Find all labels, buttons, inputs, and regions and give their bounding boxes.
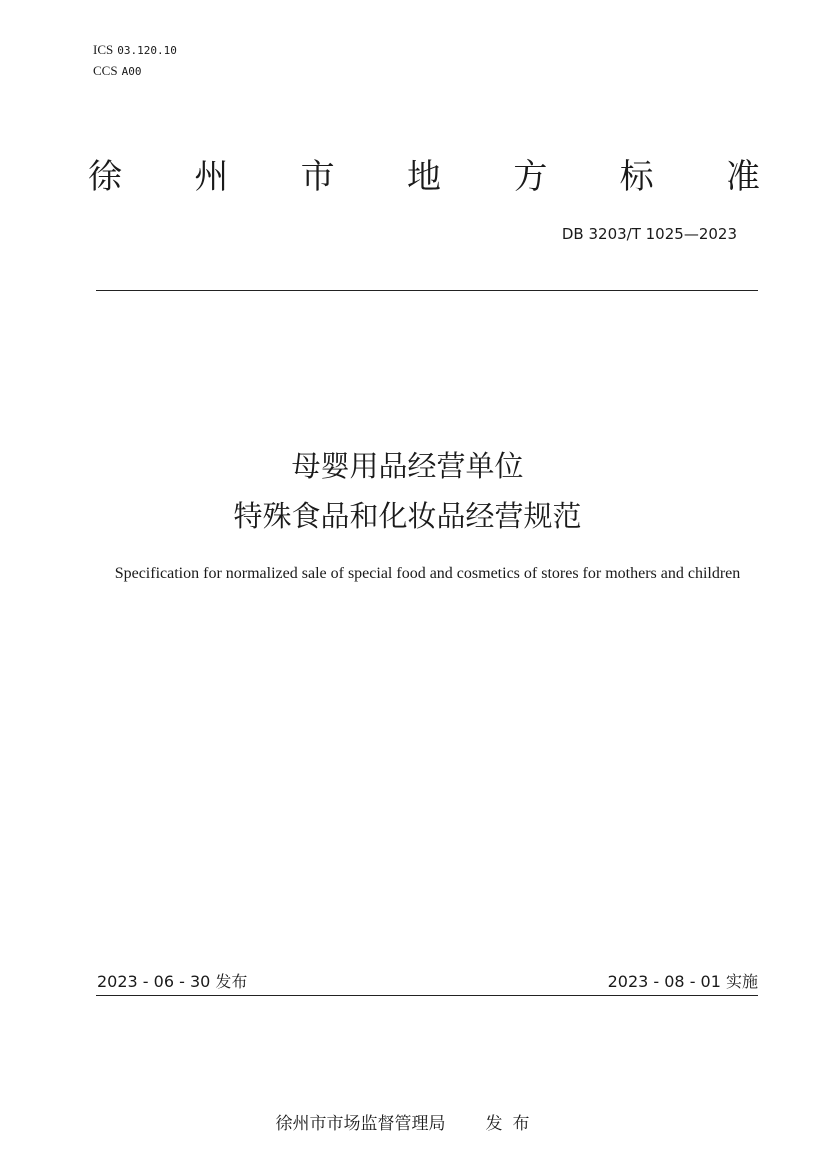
standard-type-char: 方 bbox=[513, 157, 548, 197]
standard-type-char: 地 bbox=[406, 157, 441, 197]
ccs-code: A00 bbox=[121, 65, 142, 78]
title-en: Specification for normalized sale of special food and cosmetics of stores for mothers and children bbox=[114, 565, 741, 582]
standard-type-char: 州 bbox=[194, 157, 229, 197]
ccs-label: CCS bbox=[93, 63, 118, 78]
ccs-row bbox=[93, 61, 177, 82]
ics-code: 03.120.10 bbox=[117, 44, 177, 57]
top-divider bbox=[96, 290, 758, 291]
publisher-line bbox=[0, 1112, 815, 1136]
title-zh-line-2: 特殊食品和化妆品经营规范 bbox=[233, 499, 582, 533]
implementation-date: 2023 - 08 - 01 实施 bbox=[607, 972, 758, 991]
publisher-org: 徐州市市场监督管理局 bbox=[275, 1114, 446, 1134]
classification-codes bbox=[93, 40, 177, 82]
publish-action: 发布 bbox=[485, 1114, 540, 1134]
bottom-divider bbox=[96, 995, 758, 996]
title-zh-line-1: 母婴用品经营单位 bbox=[291, 449, 524, 483]
standard-number: DB 3203/T 1025—2023 bbox=[561, 225, 737, 243]
ics-row bbox=[93, 40, 177, 61]
standard-type-char: 准 bbox=[725, 157, 760, 197]
standard-type-char: 徐 bbox=[88, 157, 122, 197]
ics-label: ICS bbox=[93, 42, 114, 57]
standard-type-char: 标 bbox=[619, 157, 654, 197]
standard-type-char: 市 bbox=[300, 157, 335, 197]
standard-type-heading bbox=[88, 152, 760, 202]
issue-date: 2023 - 06 - 30 发布 bbox=[97, 972, 248, 991]
